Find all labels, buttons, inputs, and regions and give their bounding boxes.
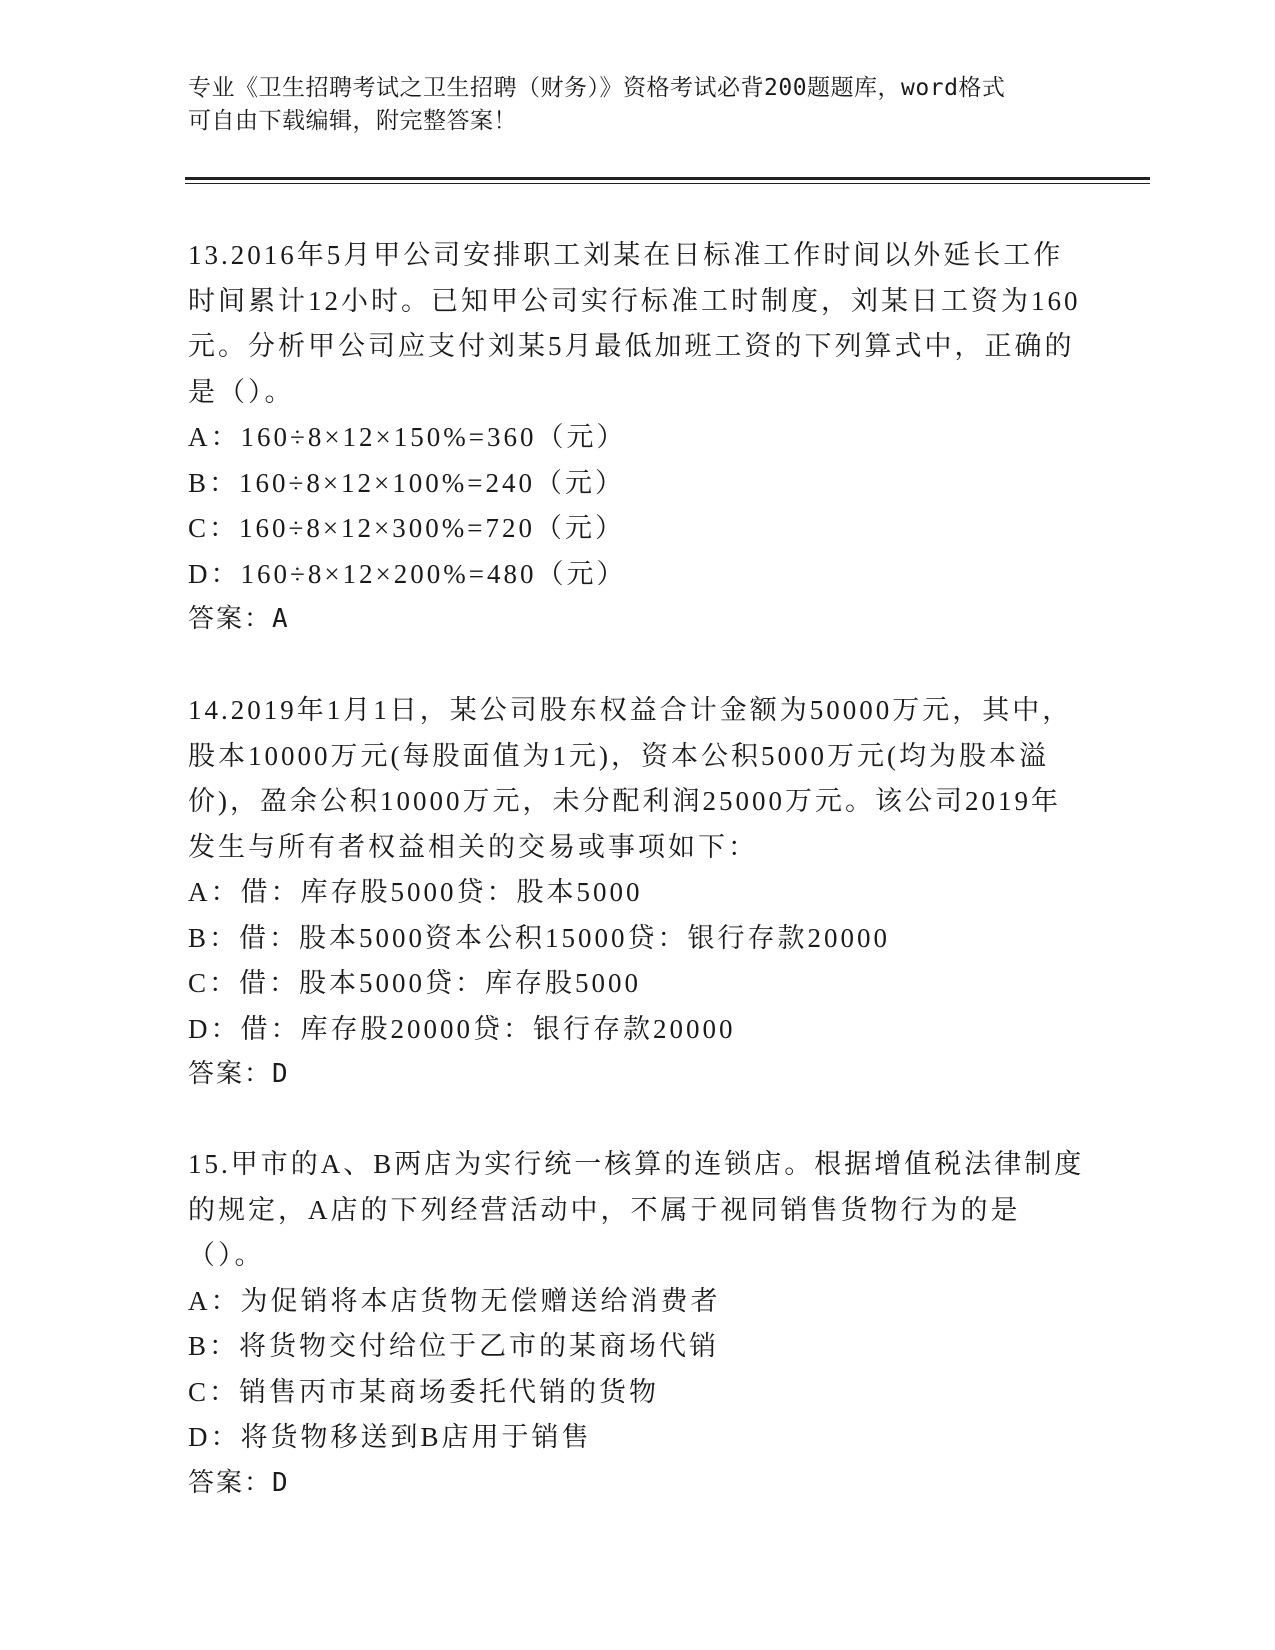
header-title-line-1: 专业《卫生招聘考试之卫生招聘（财务）》资格考试必背200题题库，word格式 xyxy=(188,75,1006,101)
option-a: A：160÷8×12×150%=360（元） xyxy=(188,422,627,452)
header-divider-thin xyxy=(185,183,1150,184)
question-15 xyxy=(188,1142,1088,1506)
option-c: C：销售丙市某商场委托代销的货物 xyxy=(188,1376,660,1407)
answer-line: 答案：D xyxy=(188,1059,290,1089)
option-a: A：为促销将本店货物无偿赠送给消费者 xyxy=(188,1285,721,1316)
answer-line: 答案：A xyxy=(188,604,290,634)
header-divider-thick xyxy=(185,177,1150,180)
option-c: C：借：股本5000贷：库存股5000 xyxy=(188,968,642,998)
header-title-line-2: 可自由下载编辑，附完整答案！ xyxy=(188,108,517,134)
question-stem: 13.2016年5月甲公司安排职工刘某在日标准工作时间以外延长工作时间累计12小时。已知甲公司实行标准工时制度，刘某日工资为160元。分析甲公司应支付刘某5月最低加班工资的下列算式中，正确的是（）。 xyxy=(188,240,1081,407)
question-14 xyxy=(188,688,1088,1098)
option-d: D：借：库存股20000贷：银行存款20000 xyxy=(188,1013,736,1044)
option-b: B：借：股本5000资本公积15000贷：银行存款20000 xyxy=(188,922,891,953)
document-header xyxy=(188,72,1088,138)
question-13 xyxy=(188,233,1088,643)
option-d: D：160÷8×12×200%=480（元） xyxy=(188,558,627,589)
answer-line: 答案：D xyxy=(188,1467,290,1498)
option-b: B：160÷8×12×100%=240（元） xyxy=(188,467,625,498)
option-b: B：将货物交付给位于乙市的某商场代销 xyxy=(188,1331,720,1361)
option-a: A：借：库存股5000贷：股本5000 xyxy=(188,877,643,907)
question-stem: 15.甲市的A、B两店为实行统一核算的连锁店。根据增值税法律制度的规定，A店的下列经营活动中，不属于视同销售货物行为的是（）。 xyxy=(188,1149,1085,1270)
question-stem: 14.2019年1月1日，某公司股东权益合计金额为50000万元，其中，股本10000万元(每股面值为1元)，资本公积5000万元(均为股本溢价)，盈余公积10000万元，未分配利润25000万元。该公司2019年发生与所有者权益相关的交易或事项如下： xyxy=(188,695,1073,862)
option-c: C：160÷8×12×300%=720（元） xyxy=(188,513,625,543)
option-d: D：将货物移送到B店用于销售 xyxy=(188,1422,592,1452)
